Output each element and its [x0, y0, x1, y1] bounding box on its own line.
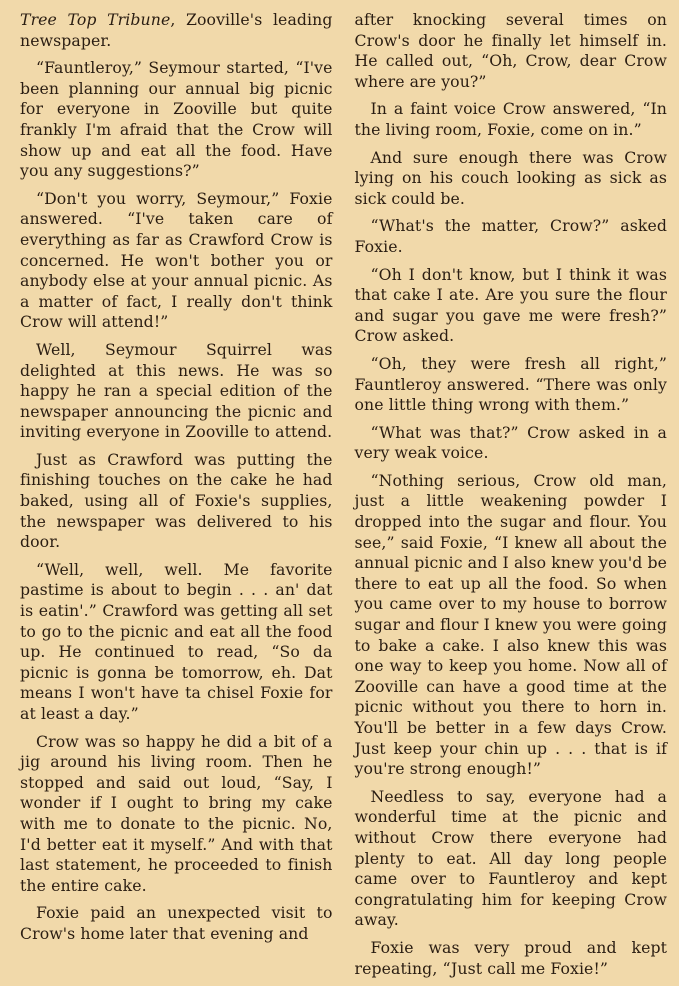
paragraph: Well, Seymour Squirrel was delighted at this news. He was so happy he ran a special edition of the newspaper announcing the picnic and inviting everyone in Zooville to attend.: [20, 339, 333, 442]
paragraph: “Don't you worry, Seymour,” Foxie answered. “I've taken care of everything as far as Crawford Crow is concerned. He won't bother you or anybody else at your annual picnic. As a matter of fact, I really don't think Crow will attend!”: [20, 188, 333, 332]
text-columns: [20, 10, 667, 986]
paragraph: In a faint voice Crow answered, “In the living room, Foxie, come on in.”: [354, 99, 667, 139]
paragraph: “Oh I don't know, but I think it was that cake I ate. Are you sure the flour and sugar you gave me were fresh?” Crow asked.: [354, 264, 667, 346]
left-column: [20, 10, 333, 986]
paragraph: “What's the matter, Crow?” asked Foxie.: [354, 216, 667, 256]
paragraph: “What was that?” Crow asked in a very weak voice.: [354, 422, 667, 463]
right-column: [355, 10, 668, 986]
paragraph-text: , Zooville's leading newspaper.: [20, 10, 333, 50]
paragraph: Needless to say, everyone had a wonderful time at the picnic and without Crow there everyone had plenty to eat. All day long people came over to Fauntleroy and kept congratulating him for keeping Crow away.: [354, 786, 667, 930]
paragraph: Just as Crawford was putting the finishing touches on the cake he had baked, using all of Foxie's supplies, the newspaper was delivered to his door.: [20, 449, 333, 552]
paragraph: “Nothing serious, Crow old man, just a little weakening powder I dropped into the sugar and flour. You see,” said Foxie, “I knew all about the annual picnic and I also knew you'd be there to eat up all the food. So when you came over to my house to borrow sugar and flour I knew you were going to bake a cake. I also knew this was one way to keep you home. Now all of Zooville can have a good time at the picnic without you there to horn in. You'll be better in a few days Crow. Just keep your chin up . . . that is if you're strong enough!”: [354, 470, 667, 779]
paragraph: [20, 10, 333, 51]
paragraph: “Fauntleroy,” Seymour started, “I've been planning our annual big picnic for everyone in Zooville but quite frankly I'm afraid that the Crow will show up and eat all the food. Have you any suggestions?”: [20, 58, 333, 181]
paragraph: “Well, well, well. Me favorite pastime is about to begin . . . an' dat is eatin'.” Crawford was getting all set to go to the picnic and eat all the food up. He continued to read, “So da picnic is gonna be tomorrow, eh. Dat means I won't have ta chisel Foxie for at least a day.”: [20, 559, 333, 723]
paragraph: Foxie paid an unexpected visit to Crow's home later that evening and: [20, 903, 333, 943]
paragraph: “Oh, they were fresh all right,” Fauntleroy answered. “There was only one little thing wrong with them.”: [354, 353, 667, 415]
newspaper-name: Tree Top Tribune: [20, 10, 171, 29]
paragraph: And sure enough there was Crow lying on his couch looking as sick as sick could be.: [354, 147, 667, 208]
paragraph: after knocking several times on Crow's door he finally let himself in. He called out, “Oh, Crow, dear Crow where are you?”: [354, 10, 667, 91]
paragraph: Crow was so happy he did a bit of a jig around his living room. Then he stopped and said out loud, “Say, I wonder if I ought to bring my cake with me to donate to the picnic. No, I'd better eat it myself.” And with that last statement, he proceeded to finish the entire cake.: [20, 731, 333, 895]
paragraph: Foxie was very proud and kept repeating, “Just call me Foxie!”: [354, 937, 667, 978]
